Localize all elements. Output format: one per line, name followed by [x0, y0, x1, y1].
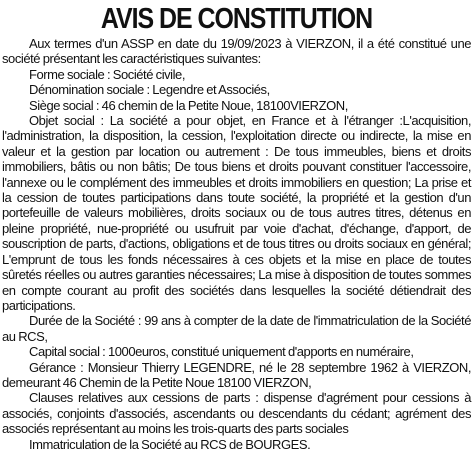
- clauses-paragraph: Clauses relatives aux cessions de parts : dispense d'agrément pour cessions à associés, conjoints d'associés, ascendants ou descendants du cédant; agrément des associés représentant au moins les trois-quarts des parts sociales: [2, 390, 471, 437]
- immatriculation-paragraph: Immatriculation de la Société au RCS de BOURGES.: [29, 436, 311, 452]
- intro-paragraph: Aux termes d'un ASSP en date du 19/09/2023 à VIERZON, il a été constitué une société présentant les caractéristiques suivantes:: [2, 36, 471, 67]
- siege-social-line: Siège social : 46 chemin de la Petite Noue, 18100VIERZON,: [29, 97, 348, 113]
- forme-sociale-line: Forme sociale : Société civile,: [29, 66, 186, 82]
- duree-paragraph: Durée de la Société : 99 ans à compter de la date de l'immatriculation de la Société au RCS,: [2, 313, 471, 344]
- notice-body: [2, 36, 471, 452]
- capital-paragraph: Capital social : 1000euros, constitué uniquement d'apports en numéraire,: [29, 344, 414, 360]
- notice-title: AVIS DE CONSTITUTION: [100, 3, 373, 35]
- objet-social-paragraph: Objet social : La société a pour objet, en France et à l'étranger :L'acquisition, l'administration, la disposition, la cession, l'exploitation directe ou indirecte, la mise en valeur et la gestion par location ou autrement : De tous immeubles, biens et droits immobiliers, bâtis ou non bâtis; De tous biens et droits pouvant constituer l'accessoire, l'annexe ou le complément des immeubles et droits immobiliers en question; La prise et la cession de toutes participations dans toute société, la propriété et la gestion d'un portefeuille de valeurs mobilières, droits sociaux ou de tous autres titres, détenus en pleine propriété, nue-propriété ou usufruit par voie d'achat, d'échange, d'apport, de souscription de parts, d'actions, obligations et de tous titres ou droits sociaux en général; L'emprunt de tous les fonds nécessaires à ces objets et la mise en place de toutes sûretés réelles ou autres garanties nécessaires; La mise à disposition de toutes sommes en compte courant au profit des sociétés dans lesquelles la société détiendrait des participations.: [2, 113, 471, 313]
- gerance-paragraph: Gérance : Monsieur Thierry LEGENDRE, né le 28 septembre 1962 à VIERZON, demeurant 46 Chemin de la Petite Noue 18100 VIERZON,: [2, 359, 471, 390]
- denomination-line: Dénomination sociale : Legendre et Associés,: [29, 82, 270, 98]
